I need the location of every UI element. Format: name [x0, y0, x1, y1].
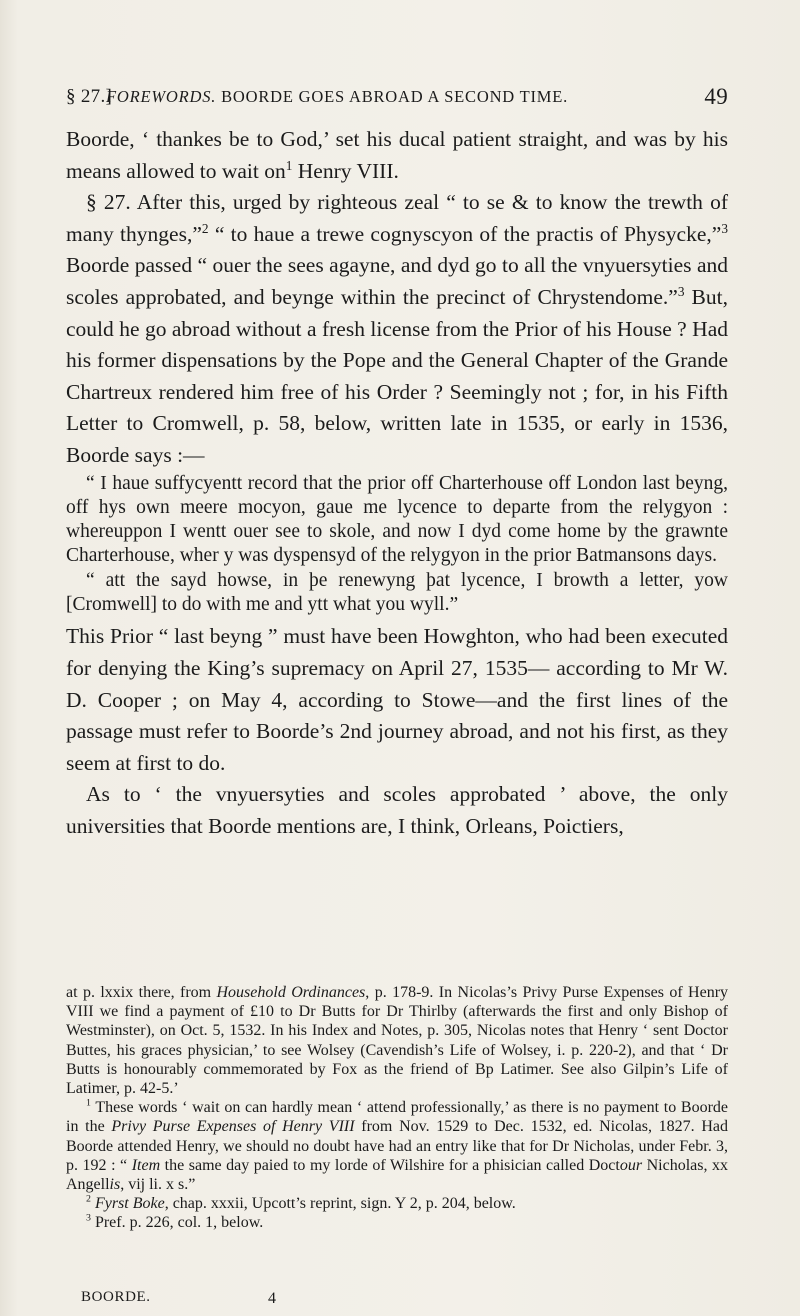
block-quote: [66, 472, 728, 618]
paragraph-2-text-a: § 27. After this, urged by righteous zeal “ to se & to know the trewth of many thynges,”: [66, 190, 728, 246]
footnote-1-mark: 1: [86, 1097, 91, 1109]
paragraph-2-text-b: “ to haue a trewe cognyscyon of the practis of Physycke,”: [208, 221, 722, 246]
paragraph-4: As to ‘ the vnyuersyties and scoles approbated ’ above, the only universities that Boorde mentions are, I think, Orleans, Poictiers,: [66, 782, 728, 838]
footnote-ref-3a: 3: [721, 220, 728, 236]
footnote-3-mark: 3: [86, 1213, 91, 1225]
footnote-ref-3b: 3: [677, 283, 685, 299]
paragraph-1: [66, 124, 728, 187]
footnote-cont-text-a: at p. lxxix there, from: [66, 984, 217, 1001]
footnote-cont-italic: Household Ordinances: [216, 984, 366, 1001]
paragraph-2-text-c: Boorde passed “ ouer the sees agayne, and dyd go to all the vnyuersyties and scoles approbated, and beynge within the precinct of Chrystendome.”: [66, 253, 728, 309]
footnote-1-italic-our: our: [619, 1156, 643, 1174]
running-title: [106, 87, 568, 107]
paragraph-2-text-d: But, could he go abroad without a fresh license from the Prior of his House ? Had his former dispensations by the Pope and the General Chapter of the Grande Chartreux rendered him free of his Order ? Seemingly not ; for, in his Fifth Letter to Cromwell, p. 58, below, written late in 1535, or early in 1536, Boorde says :—: [66, 284, 728, 467]
footnote-2-text: , chap. xxxii, Upcott’s reprint, sign. Y 2, p. 204, below.: [164, 1195, 516, 1213]
footnote-cont-text-b: , p. 178-9. In Nicolas’s Privy Purse Expenses of Henry VIII we find a payment of £10 to Dr Butts for Dr Thirlby (afterwards the first and only Bishop of Westminster), on Oct. 5, 1532. In his Index and Notes, p. 305, Nicolas notes that Henry ‘ sent Doctor Buttes, his graces physician,’ to see Wolsey (Cavendish’s Life of Wolsey, i. p. 220-2), and that ‘ Dr Butts is honourably commemorated by Fox as the friend of Bp Latimer. See also Gilpin’s Life of Latimer, p. 42-5.’: [66, 984, 729, 1098]
footnote-2-italic: Fyrst Boke: [94, 1195, 165, 1213]
signature-line: [81, 1289, 401, 1306]
footnote-1-italic: Privy Purse Expenses of Henry VIII: [111, 1118, 355, 1136]
running-title-rest: BOORDE GOES ABROAD A SECOND TIME.: [216, 87, 569, 106]
main-text: [66, 124, 728, 842]
footnote-2-mark: 2: [86, 1193, 91, 1205]
footnote-ref-1: 1: [285, 157, 293, 173]
footnote-1: [66, 1098, 728, 1194]
footnote-1-text-d: Nicholas, xx Angell: [66, 1156, 729, 1194]
footnote-1-italic-is: is: [109, 1176, 121, 1194]
section-mark: § 27.]: [66, 86, 113, 107]
footnote-continuation: [66, 983, 728, 1098]
footnote-1-italic-item: Item: [131, 1156, 161, 1174]
paragraph-1-text: Boorde, ‘ thankes be to God,’ set his ducal patient straight, and was by his means allowed to wait on: [66, 127, 728, 183]
quote-paragraph-1: “ I haue suffycyentt record that the prior off Charterhouse off London last beyng, off hys own meere mocyon, gaue me lycence to departe from the relygyon : whereuppon I wentt ouer see to skole, and now I dyd come home by the grawnte Charterhouse, wher y was dyspensyd of the relygyon in the prior Batmansons days.: [66, 472, 728, 567]
footnote-3: [66, 1213, 728, 1232]
running-title-italic: FOREWORDS.: [106, 87, 217, 106]
page-number: 49: [704, 84, 728, 109]
paragraph-1-end: Henry VIII.: [292, 158, 399, 183]
footnote-1-text-a: These words ‘ wait on can hardly mean ‘ attend professionally,’ as there is no payment to Boorde in the: [66, 1099, 728, 1136]
footnote-1-text-e: , vij li. x s.”: [120, 1176, 196, 1194]
footnote-1-text-b: from Nov. 1529 to Dec. 1532, ed. Nicolas, 1827. Had Boorde attended Henry, we should no doubt have had an entry like that for Dr Nicholas, under Febr. 3, p. 192 : “: [66, 1118, 728, 1174]
paragraph-2: [66, 187, 728, 471]
signature-label: BOORDE.: [81, 1289, 151, 1305]
footnotes: [66, 983, 728, 1233]
running-head: [66, 86, 728, 112]
quote-paragraph-2: “ att the sayd howse, in þe renewyng þat lycence, I browth a letter, yow [Cromwell] to do with me and ytt what you wyll.”: [66, 569, 728, 616]
footnote-2: [66, 1194, 728, 1213]
paragraph-3: This Prior “ last beyng ” must have been Howghton, who had been executed for denying the King’s supremacy on April 27, 1535— according to Mr W. D. Cooper ; on May 4, according to Stowe—and the first lines of the passage must refer to Boorde’s 2nd journey abroad, and not his first, as they seem at first to do.: [66, 624, 728, 775]
signature-number: 4: [268, 1290, 277, 1307]
footnote-1-text-c: the same day paied to my lorde of Wilshire for a phisician called Doct: [160, 1156, 620, 1174]
footnote-ref-2: 2: [201, 220, 209, 236]
footnote-3-text: Pref. p. 226, col. 1, below.: [90, 1214, 264, 1232]
